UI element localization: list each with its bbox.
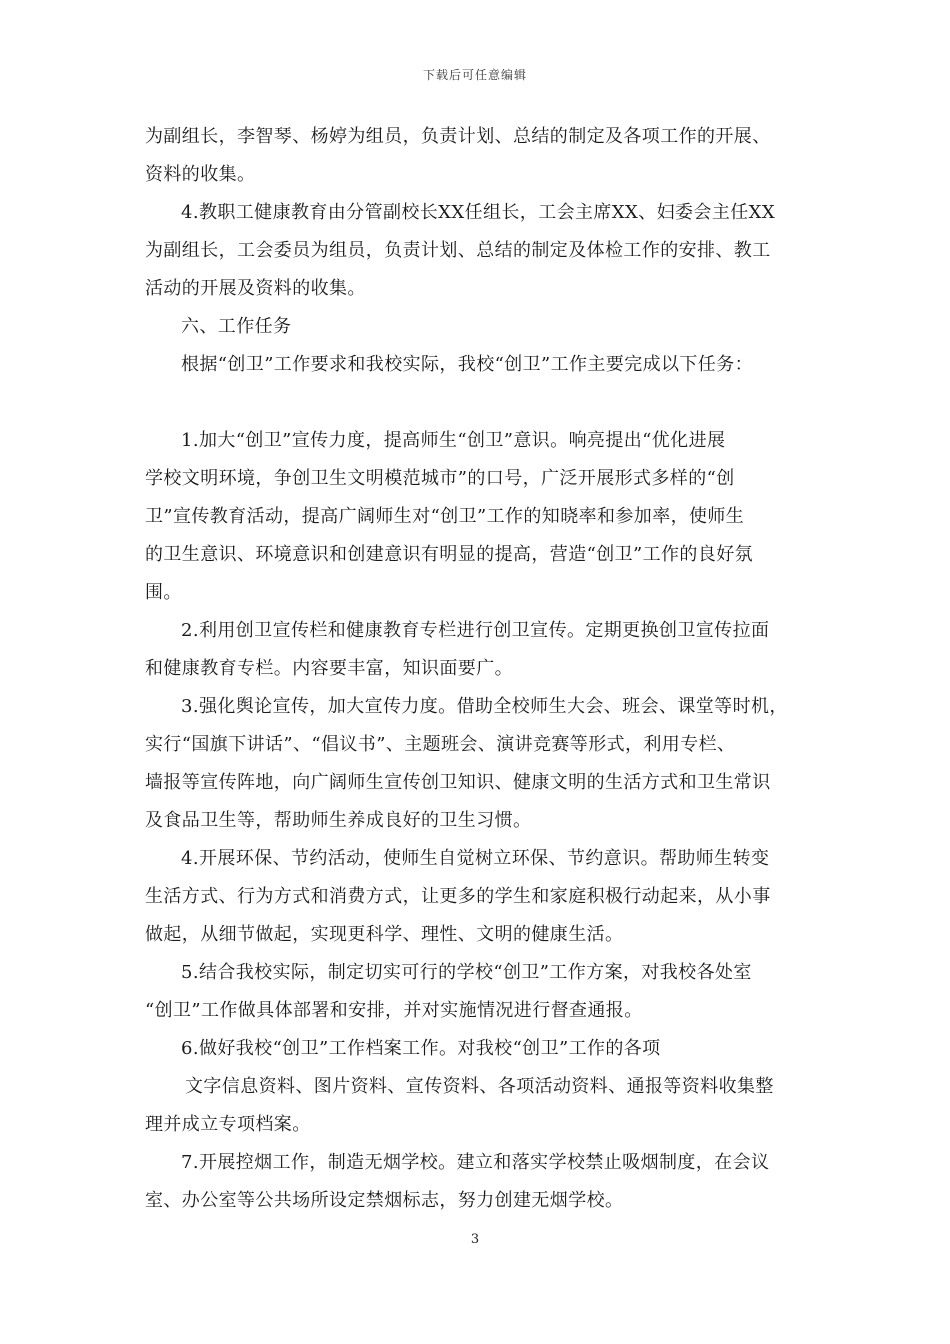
paragraph-start: 1.加大“创卫”宣传力度，提高师生“创卫”意识。响亮提出“优化进展 (181, 430, 726, 451)
text-line: 学校文明环境，争创卫生文明模范城市”的口号，广泛开展形式多样的“创 (145, 468, 735, 489)
paragraph-start: 4.教职工健康教育由分管副校长XX任组长，工会主席XX、妇委会主任XX (181, 202, 776, 223)
paragraph-start: 4.开展环保、节约活动，使师生自觉树立环保、节约意识。帮助师生转变 (181, 848, 770, 869)
paragraph-start: 5.结合我校实际，制定切实可行的学校“创卫”工作方案，对我校各处室 (181, 962, 752, 983)
text-line: 文字信息资料、图片资料、宣传资料、各项活动资料、通报等资料收集整 (185, 1076, 774, 1097)
text-line: 围。 (145, 582, 182, 603)
paragraph-start: 6.做好我校“创卫”工作档案工作。对我校“创卫”工作的各项 (181, 1038, 661, 1059)
text-line: 为副组长，李智琴、杨婷为组员，负责计划、总结的制定及各项工作的开展、 (145, 126, 771, 147)
text-line: 及食品卫生等，帮助师生养成良好的卫生习惯。 (145, 810, 532, 831)
text-line: 实行“国旗下讲话”、“倡议书”、主题班会、演讲竞赛等形式，利用专栏、 (145, 734, 736, 755)
text-line: 理并成立专项档案。 (145, 1114, 311, 1135)
text-line: 和健康教育专栏。内容要丰富，知识面要广。 (145, 658, 513, 679)
document-body (145, 118, 825, 1220)
paragraph-start: 根据“创卫”工作要求和我校实际，我校“创卫”工作主要完成以下任务： (181, 354, 754, 375)
text-line: 室、办公室等公共场所设定禁烟标志，努力创建无烟学校。 (145, 1190, 624, 1211)
paragraph-start: 2.利用创卫宣传栏和健康教育专栏进行创卫宣传。定期更换创卫宣传拉面 (181, 620, 770, 641)
text-line: 的卫生意识、环境意识和创建意识有明显的提高，营造“创卫”工作的良好氛 (145, 544, 754, 565)
text-line: 为副组长，工会委员为组员，负责计划、总结的制定及体检工作的安排、教工 (145, 240, 771, 261)
text-line: 生活方式、行为方式和消费方式，让更多的学生和家庭积极行动起来，从小事 (145, 886, 771, 907)
blank-line (145, 384, 825, 422)
text-line: 资料的收集。 (145, 164, 256, 185)
text-line: “创卫”工作做具体部署和安排，并对实施情况进行督查通报。 (145, 1000, 643, 1021)
page-number: 3 (470, 1232, 480, 1247)
section-heading: 六、工作任务 (181, 316, 292, 337)
text-line: 做起，从细节做起，实现更科学、理性、文明的健康生活。 (145, 924, 624, 945)
text-line: 墙报等宣传阵地，向广阔师生宣传创卫知识、健康文明的生活方式和卫生常识 (145, 772, 771, 793)
text-line: 卫”宣传教育活动，提高广阔师生对“创卫”工作的知晓率和参加率，使师生 (145, 506, 745, 527)
page-header: 下载后可任意编辑 (422, 68, 527, 82)
text-line: 活动的开展及资料的收集。 (145, 278, 366, 299)
paragraph-start: 7.开展控烟工作，制造无烟学校。建立和落实学校禁止吸烟制度，在会议 (181, 1152, 770, 1173)
paragraph-start: 3.强化舆论宣传，加大宣传力度。借助全校师生大会、班会、课堂等时机， (181, 696, 788, 717)
